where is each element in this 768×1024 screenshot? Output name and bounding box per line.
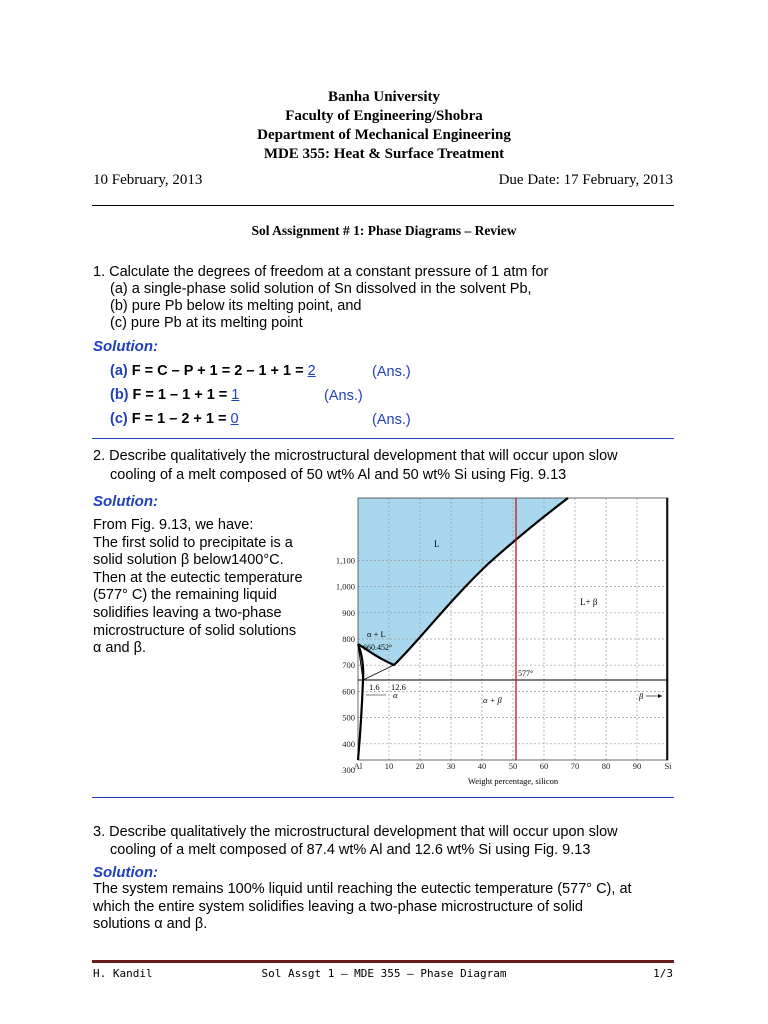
x-tick-label: 40 <box>477 761 487 771</box>
x-tick-label: 30 <box>446 761 456 771</box>
answer-value: 2 <box>307 363 316 379</box>
label-alpha: α <box>393 690 398 700</box>
x-tick-label: 90 <box>632 761 642 771</box>
x-tick-label: 10 <box>384 761 394 771</box>
x-tick-label: Al <box>353 761 363 771</box>
q1-part-a: (a) a single-phase solid solution of Sn dissolved in the solvent Pb, <box>110 281 532 297</box>
university-name: Banha University <box>327 89 441 105</box>
q1-solution-label: Solution: <box>93 338 158 355</box>
alpha-liquid-boundary <box>363 665 394 680</box>
y-tick-label: 300 <box>342 765 355 775</box>
y-tick-label: 700 <box>342 660 355 671</box>
label-alpha-liquid: α + L <box>367 629 386 639</box>
y-tick-label: 900 <box>342 607 355 618</box>
section-divider <box>92 438 674 439</box>
q2-sol-line: From Fig. 9.13, we have: <box>93 517 254 533</box>
answer-tag: (b) <box>110 387 129 403</box>
y-tick-label: 500 <box>342 712 355 723</box>
q2-sol-line: solidifies leaving a two-phase <box>93 604 282 621</box>
section-divider <box>92 797 674 798</box>
x-tick-label: 60 <box>539 761 549 771</box>
q2-line1: 2. Describe qualitatively the microstructural development that will occur upon slow <box>93 448 618 464</box>
answer-equation: F = C – P + 1 = 2 – 1 + 1 = <box>127 363 308 379</box>
label-eutectic-temp: 577° <box>518 669 534 678</box>
y-tick-label: 400 <box>342 738 355 749</box>
q1-answer-a-note: (Ans.) <box>372 364 411 380</box>
q3-sol-line: solutions α and β. <box>93 916 208 933</box>
label-alpha-beta: α + β <box>483 695 502 705</box>
label-beta: β <box>639 691 644 701</box>
q3-solution-label: Solution: <box>93 864 158 881</box>
answer-value: 0 <box>230 411 239 427</box>
assignment-title: Sol Assignment # 1: Phase Diagrams – Review <box>251 223 517 238</box>
label-liquid-beta: L+ β <box>580 597 598 607</box>
label-12-6: 12.6 <box>391 682 406 692</box>
q2-solution-text <box>93 517 303 658</box>
q3-sol-line: which the entire system solidifies leaving a two-phase microstructure of solid <box>93 898 583 915</box>
q2-line2: cooling of a melt composed of 50 wt% Al and 50 wt% Si using Fig. 9.13 <box>110 467 567 483</box>
beta-arrowhead <box>658 694 662 698</box>
q1-answer-b <box>110 387 239 403</box>
x-tick-label: 70 <box>570 761 580 771</box>
x-tick-label: 20 <box>415 761 425 771</box>
q2-solution-label: Solution: <box>93 493 158 510</box>
q2-sol-line: solid solution β below1400°C. <box>93 552 284 569</box>
footer-title: Sol Assgt 1 – MDE 355 – Phase Diagram <box>261 967 507 980</box>
q1-part-c: (c) pure Pb at its melting point <box>110 315 303 331</box>
x-tick-label: Si <box>664 761 672 771</box>
x-axis-label: Weight percentage, silicon <box>467 776 559 786</box>
q1-text: 1. Calculate the degrees of freedom at a constant pressure of 1 atm for <box>93 264 549 280</box>
q2-sol-line: Then at the eutectic temperature <box>93 569 303 586</box>
due-date: Due Date: 17 February, 2013 <box>498 172 673 188</box>
answer-tag: (c) <box>110 411 128 427</box>
footer-author: H. Kandil <box>93 967 153 980</box>
q2-sol-line: microstructure of solid solutions <box>93 622 297 639</box>
course-name: MDE 355: Heat & Surface Treatment <box>263 146 505 162</box>
q1-answer-b-note: (Ans.) <box>324 388 363 404</box>
header-divider <box>92 205 674 206</box>
answer-equation: F = 1 – 2 + 1 = <box>127 411 231 427</box>
footer-page: 1/3 <box>653 967 673 980</box>
q1-answer-c <box>110 411 239 427</box>
q3-line2: cooling of a melt composed of 87.4 wt% Al and 12.6 wt% Si using Fig. 9.13 <box>110 842 591 858</box>
y-tick-label: 1,000 <box>335 581 355 592</box>
answer-tag: (a) <box>110 363 128 379</box>
faculty-name: Faculty of Engineering/Shobra <box>285 108 483 124</box>
q2-sol-line: The first solid to precipitate is a <box>93 534 293 551</box>
issue-date: 10 February, 2013 <box>93 172 203 188</box>
department-name: Department of Mechanical Engineering <box>257 127 511 143</box>
q3-solution-text <box>93 881 632 934</box>
answer-equation: F = 1 – 1 + 1 = <box>128 387 232 403</box>
answer-value: 1 <box>231 387 240 403</box>
q1-part-b: (b) pure Pb below its melting point, and <box>110 298 362 314</box>
q2-sol-line: (577° C) the remaining liquid <box>93 587 277 604</box>
q2-sol-line: α and β. <box>93 640 147 657</box>
al-si-phase-diagram <box>318 492 678 792</box>
q3-line1: 3. Describe qualitatively the microstructural development that will occur upon slow <box>93 824 618 840</box>
x-tick-label: 50 <box>508 761 518 771</box>
y-tick-label: 800 <box>342 634 355 644</box>
y-tick-label: 1,100 <box>335 555 355 566</box>
q3-sol-line: The system remains 100% liquid until reaching the eutectic temperature (577° C), at <box>93 881 632 897</box>
label-al-melting: 660.452° <box>363 643 393 652</box>
label-1-6: 1.6 <box>369 682 380 692</box>
q1-answer-a <box>110 363 316 379</box>
y-tick-label: 600 <box>342 686 355 697</box>
label-liquid: L <box>434 539 440 549</box>
x-tick-label: 80 <box>601 761 611 771</box>
q1-answer-c-note: (Ans.) <box>372 412 411 428</box>
footer-rule <box>92 960 674 963</box>
